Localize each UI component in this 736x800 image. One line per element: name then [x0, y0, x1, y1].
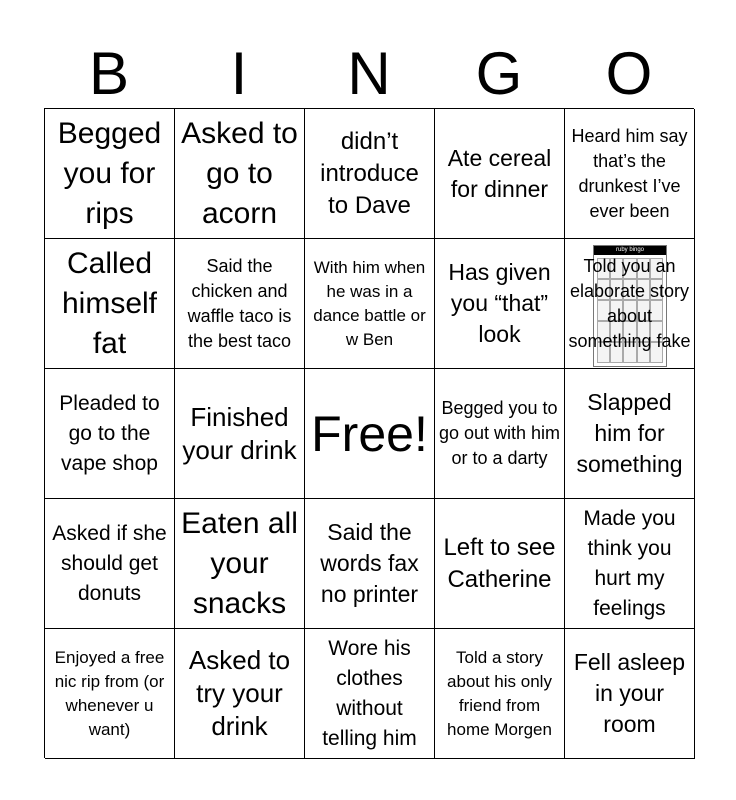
cell-text: Eaten all your snacks	[181, 506, 298, 620]
cell-text: Told you an elaborate story about something fake	[568, 255, 691, 351]
bingo-cell[interactable]	[435, 369, 565, 499]
bingo-cell[interactable]	[565, 239, 695, 369]
free-space[interactable]	[305, 369, 435, 499]
bingo-cell[interactable]	[45, 109, 175, 239]
cell-text: Has given you “that” look	[448, 259, 551, 347]
bingo-cell[interactable]	[175, 239, 305, 369]
cell-text: Pleaded to go to the vape shop	[59, 391, 160, 475]
bingo-cell[interactable]	[305, 629, 435, 759]
bingo-cell[interactable]	[45, 629, 175, 759]
bingo-cell[interactable]	[45, 499, 175, 629]
cell-text: Said the chicken and waffle taco is the best taco	[187, 255, 292, 351]
bingo-board	[44, 108, 694, 758]
cell-text: Begged you to go out with him or to a darty	[438, 398, 561, 468]
cell-text: Slapped him for something	[576, 389, 683, 477]
cell-text: Heard him say that’s the drunkest I’ve ever been	[571, 125, 688, 221]
bingo-cell[interactable]	[175, 499, 305, 629]
bingo-cell[interactable]	[45, 239, 175, 369]
cell-text: Asked to go to acorn	[181, 116, 298, 230]
bingo-cell[interactable]	[175, 369, 305, 499]
bingo-cell[interactable]	[305, 239, 435, 369]
cell-text: Ate cereal for dinner	[447, 144, 552, 202]
cell-text: Called himself fat	[61, 246, 158, 360]
header-letter-i: I	[230, 40, 248, 107]
cell-text: Left to see Catherine	[443, 533, 556, 593]
bingo-cell[interactable]	[565, 499, 695, 629]
cell-text: Enjoyed a free nic rip from (or whenever u want)	[54, 647, 165, 739]
header-letter-o: O	[605, 40, 653, 107]
cell-text: Fell asleep in your room	[573, 649, 686, 737]
bingo-cell[interactable]	[565, 629, 695, 759]
bingo-cell[interactable]	[565, 369, 695, 499]
cell-text: Told a story about his only friend from home Morgen	[447, 647, 552, 739]
bingo-cell[interactable]	[45, 369, 175, 499]
thumbnail-title: ruby bingo	[594, 246, 666, 255]
cell-text: Made you think you hurt my feelings	[583, 506, 676, 620]
cell-text: Said the words fax no printer	[320, 519, 419, 607]
bingo-cell[interactable]	[305, 499, 435, 629]
bingo-cell[interactable]	[435, 629, 565, 759]
bingo-cell[interactable]	[175, 109, 305, 239]
cell-text: Asked to try your drink	[188, 645, 291, 741]
cell-text: Finished your drink	[182, 401, 297, 465]
header-letter-g: G	[475, 40, 523, 107]
header-letter-b: B	[88, 40, 130, 107]
header-letter-n: N	[347, 40, 391, 107]
cell-text: didn’t introduce to Dave	[320, 127, 419, 219]
bingo-cell[interactable]	[305, 109, 435, 239]
bingo-cell[interactable]	[435, 239, 565, 369]
bingo-cell[interactable]	[435, 499, 565, 629]
cell-text: Wore his clothes without telling him	[322, 636, 417, 750]
bingo-cell[interactable]	[435, 109, 565, 239]
cell-text: With him when he was in a dance battle or w Ben	[313, 257, 426, 349]
bingo-cell[interactable]	[565, 109, 695, 239]
bingo-header	[44, 40, 694, 108]
bingo-cell[interactable]	[175, 629, 305, 759]
cell-text: Begged you for rips	[57, 116, 162, 230]
free-space-label: Free!	[311, 405, 428, 462]
cell-text: Asked if she should get donuts	[52, 521, 167, 605]
